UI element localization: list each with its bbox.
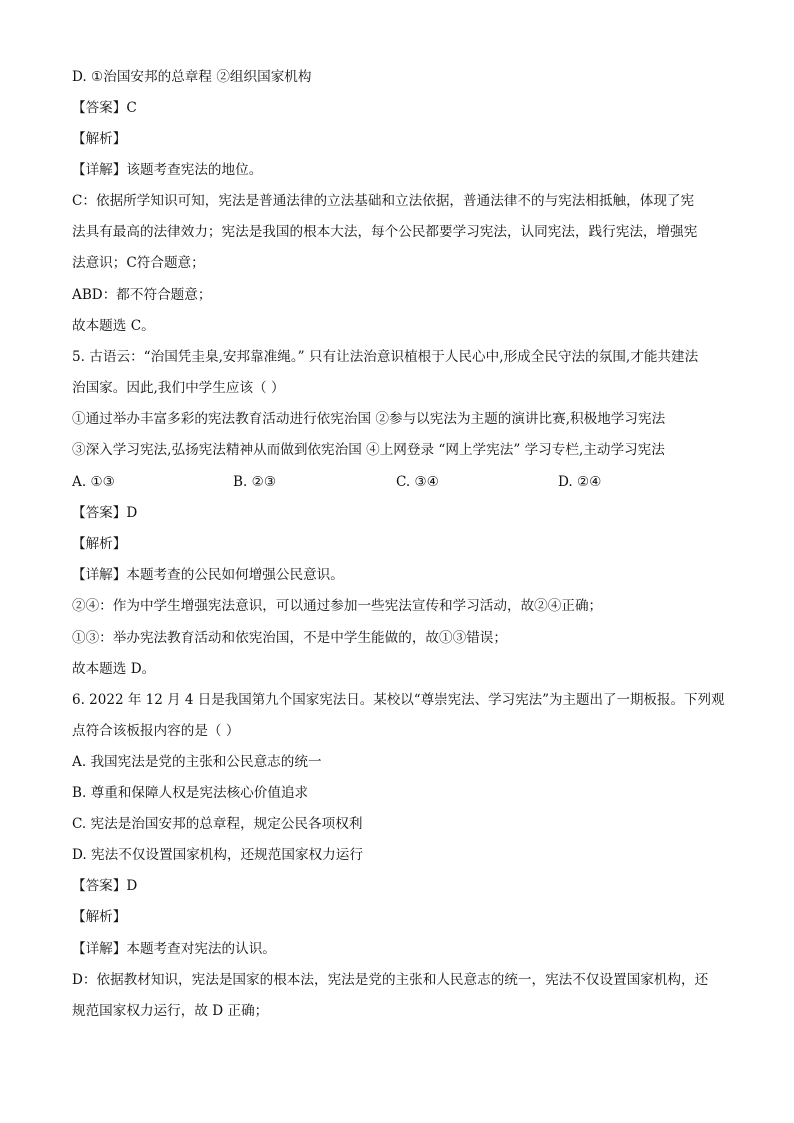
q6-option-a: A. 我国宪法是党的主张和公民意志的统一 [72, 754, 322, 770]
prev-c-line3: 法意识；C符合题意； [72, 255, 205, 271]
q6-stem-line1: 6. 2022 年 12 月 4 日是我国第九个国家宪法日。某校以“尊崇宪法、学习宪法”为主题出了一期板报。下列观 [72, 692, 725, 708]
q6-stem-line2: 点符合该板报内容的是（ ） [72, 723, 240, 739]
q5-answer: 【答案】D [72, 505, 138, 521]
q5-option-b: B. ②③ [233, 474, 277, 490]
q5-item-line2: ③深入学习宪法,弘扬宪法精神从而做到依宪治国 ④上网登录 “网上学宪法” 学习专栏,主动学习宪法 [72, 442, 665, 458]
q6-option-d: D. 宪法不仅设置国家机构，还规范国家权力运行 [72, 847, 363, 863]
prev-c-line2: 法具有最高的法律效力；宪法是我国的根本大法，每个公民都要学习宪法，认同宪法，践行宪法，增强宪 [72, 224, 698, 240]
q6-d-line1: D：依据教材知识，宪法是国家的根本法，宪法是党的主张和人民意志的统一，宪法不仅设置国家机构，还 [72, 972, 709, 988]
q6-option-b: B. 尊重和保障人权是宪法核心价值追求 [72, 785, 309, 801]
q6-detail: 【详解】本题考查对宪法的认识。 [72, 941, 276, 957]
q5-conclusion: 故本题选 D。 [72, 661, 156, 677]
prev-analysis-label: 【解析】 [72, 131, 127, 147]
prev-c-line1: C：依据所学知识可知，宪法是普通法律的立法基础和立法依据，普通法律不的与宪法相抵触，体现了宪 [72, 193, 695, 209]
prev-option-d: D. ①治国安邦的总章程 ②组织国家机构 [72, 69, 312, 85]
q6-d-line2: 规范国家权力运行，故 D 正确； [72, 1003, 269, 1019]
q6-analysis-label: 【解析】 [72, 909, 127, 925]
q5-point1: ②④：作为中学生增强宪法意识，可以通过参加一些宪法宣传和学习活动，故②④正确； [72, 598, 603, 614]
q5-item-line1: ①通过举办丰富多彩的宪法教育活动进行依宪治国 ②参与以宪法为主题的演讲比赛,积极地学习宪法 [72, 411, 666, 427]
q5-option-c: C. ③④ [396, 474, 439, 490]
prev-abd: ABD：都不符合题意； [72, 287, 212, 303]
q5-option-a: A. ①③ [72, 474, 115, 490]
q5-detail: 【详解】本题考查的公民如何增强公民意识。 [72, 567, 344, 583]
q6-answer: 【答案】D [72, 878, 138, 894]
prev-detail: 【详解】该题考查宪法的地位。 [72, 162, 263, 178]
q5-stem-line2: 治国家。因此,我们中学生应该（ ） [72, 380, 285, 396]
q6-option-c: C. 宪法是治国安邦的总章程，规定公民各项权利 [72, 816, 363, 832]
q5-stem-line1: 5. 古语云：“治国凭圭臬,安邦靠准绳。” 只有让法治意识植根于人民心中,形成全民守法的氛围,才能共建法 [72, 349, 699, 365]
prev-conclusion: 故本题选 C。 [72, 318, 155, 334]
q5-point2: ①③：举办宪法教育活动和依宪治国，不是中学生能做的，故①③错误； [72, 630, 507, 646]
q5-option-d: D. ②④ [558, 474, 602, 490]
q5-analysis-label: 【解析】 [72, 536, 127, 552]
prev-answer: 【答案】C [72, 100, 137, 116]
